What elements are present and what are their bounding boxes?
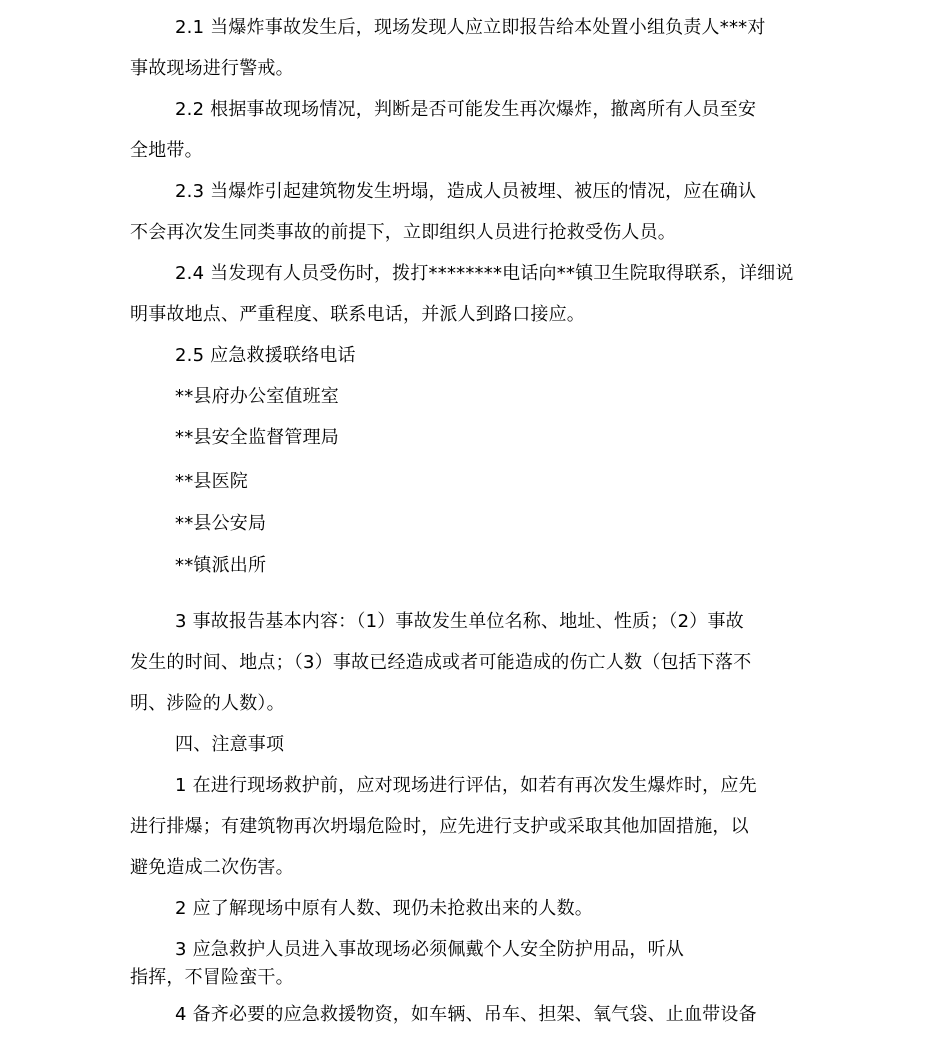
contact-item: **县安全监督管理局 [175, 427, 339, 448]
paragraph-3-line-1: 3 事故报告基本内容：（1）事故发生单位名称、地址、性质；（2）事故 [175, 611, 744, 632]
contact-item: **县府办公室值班室 [175, 386, 339, 407]
paragraph-2-3-line-2: 不会再次发生同类事故的前提下，立即组织人员进行抢救受伤人员。 [130, 222, 676, 243]
paragraph-2-3-line-1: 2.3 当爆炸引起建筑物发生坍塌，造成人员被埋、被压的情况，应在确认 [175, 181, 757, 202]
contact-item: **县医院 [175, 471, 248, 492]
paragraph-3-line-3: 明、涉险的人数）。 [130, 693, 285, 714]
note-1-line-2: 进行排爆；有建筑物再次坍塌危险时，应先进行支护或采取其他加固措施，以 [130, 816, 749, 837]
note-1-line-3: 避免造成二次伤害。 [130, 857, 294, 878]
section-heading-notes: 四、注意事项 [175, 734, 285, 755]
note-1-line-1: 1 在进行现场救护前，应对现场进行评估，如若有再次发生爆炸时，应先 [175, 775, 757, 796]
contact-item: **镇派出所 [175, 555, 267, 576]
paragraph-2-2-line-2: 全地带。 [130, 140, 203, 161]
contact-item: **县公安局 [175, 513, 267, 534]
section-2-5-heading: 2.5 应急救援联络电话 [175, 345, 356, 366]
paragraph-2-1-line-2: 事故现场进行警戒。 [130, 58, 294, 79]
paragraph-3-line-2: 发生的时间、地点；（3）事故已经造成或者可能造成的伤亡人数（包括下落不 [130, 652, 752, 673]
paragraph-2-4-line-2: 明事故地点、严重程度、联系电话，并派人到路口接应。 [130, 304, 585, 325]
note-3-line-1: 3 应急救护人员进入事故现场必须佩戴个人安全防护用品，听从 [175, 939, 684, 960]
note-4-line-1: 4 备齐必要的应急救援物资，如车辆、吊车、担架、氧气袋、止血带设备 [175, 1004, 757, 1025]
note-2-line-1: 2 应了解现场中原有人数、现仍未抢救出来的人数。 [175, 898, 593, 919]
paragraph-2-4-line-1: 2.4 当发现有人员受伤时，拨打********电话向**镇卫生院取得联系，详细说 [175, 263, 794, 284]
note-3-line-2: 指挥，不冒险蛮干。 [130, 967, 294, 988]
paragraph-2-1-line-1: 2.1 当爆炸事故发生后，现场发现人应立即报告给本处置小组负责人***对 [175, 17, 766, 38]
paragraph-2-2-line-1: 2.2 根据事故现场情况，判断是否可能发生再次爆炸，撤离所有人员至安 [175, 99, 757, 120]
